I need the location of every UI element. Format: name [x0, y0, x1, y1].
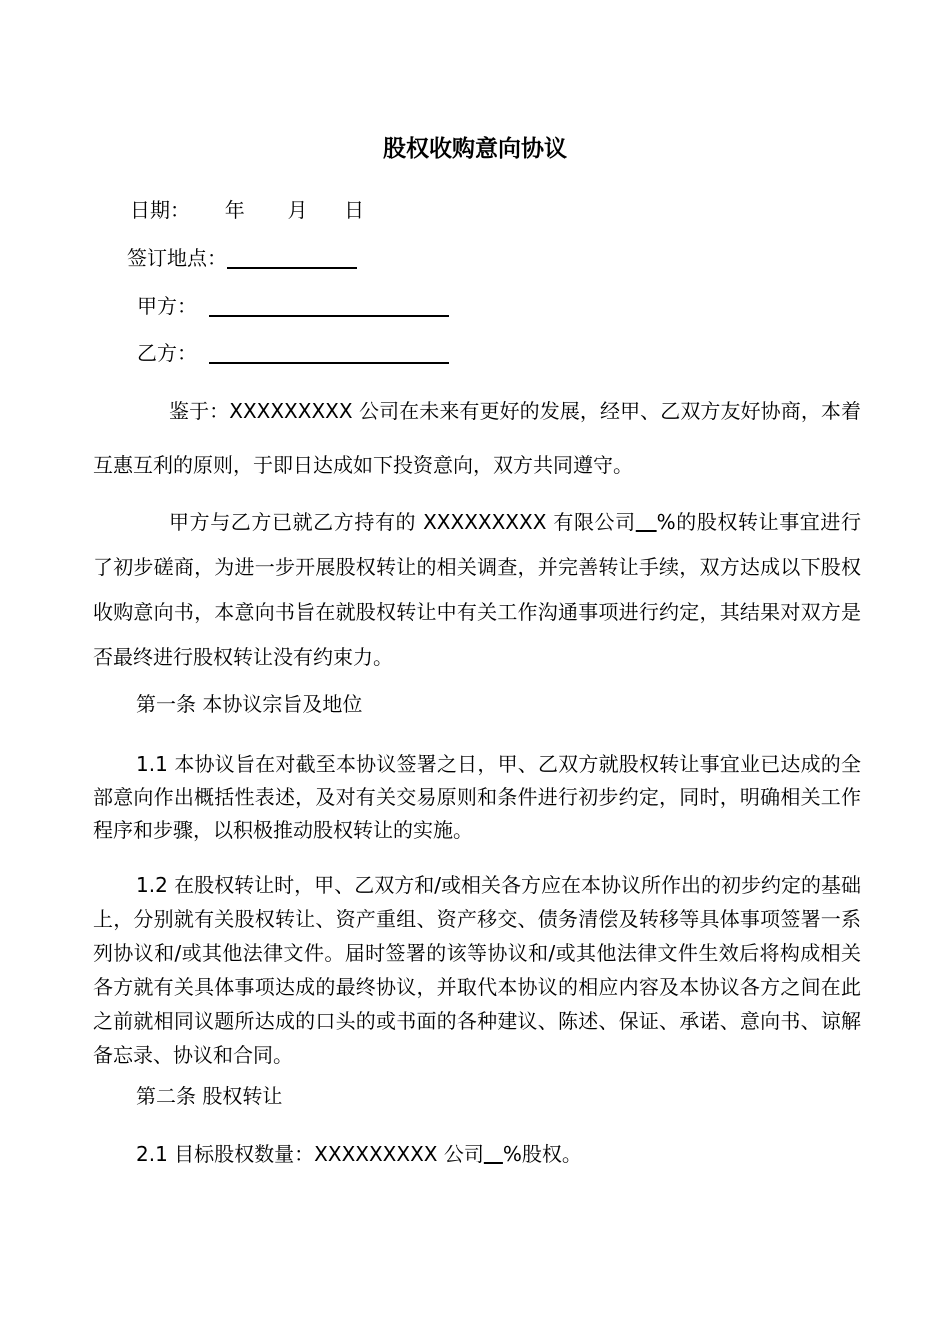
party-a-blank: [209, 295, 449, 317]
date-month: 月: [287, 198, 308, 222]
party-a-label: 甲方：: [137, 294, 197, 318]
article-1-heading: 第一条 本协议宗旨及地位: [136, 692, 363, 716]
date-line: [130, 196, 364, 224]
clause-1-1: 1.1 本协议旨在对截至本协议签署之日，甲、乙双方就股权转让事宜业已达成的全部意向作出概括性表述，及对有关交易原则和条件进行初步约定，同时，明确相关工作程序和步骤，以积极推动股权转让的实施。: [93, 752, 861, 842]
date-label: 日期：: [130, 198, 190, 222]
article-2-heading: 第二条 股权转让: [136, 1084, 283, 1108]
signing-place-blank: [227, 247, 357, 269]
clause-2-1: [136, 1140, 582, 1168]
intro-paragraph: [93, 500, 861, 680]
clause-2-1-percent-blank: [484, 1142, 503, 1166]
intro-text-after: %的股权转让事宜进行了初步磋商，为进一步开展股权转让的相关调查，并完善转让手续，双方达成以下股权收购意向书，本意向书旨在就股权转让中有关工作沟通事项进行约定，其结果对双方是否最终进行股权转让没有约束力。: [93, 510, 861, 669]
signing-place-line: [127, 244, 357, 272]
party-b-blank: [209, 342, 449, 364]
date-day: 日: [344, 198, 365, 222]
party-a-line: [137, 292, 449, 320]
date-year: 年: [224, 198, 245, 222]
party-b-line: [137, 339, 449, 367]
intro-text-before: 甲方与乙方已就乙方持有的 XXXXXXXXX 有限公司: [169, 510, 636, 534]
recital-paragraph: 鉴于：XXXXXXXXX 公司在未来有更好的发展，经甲、乙双方友好协商，本着互惠互利的原则，于即日达成如下投资意向，双方共同遵守。: [93, 399, 861, 477]
document-title: 股权收购意向协议: [383, 136, 567, 162]
clause-1-2: 1.2 在股权转让时，甲、乙双方和/或相关各方应在本协议所作出的初步约定的基础上，分别就有关股权转让、资产重组、资产移交、债务清偿及转移等具体事项签署一系列协议和/或其他法律文件。届时签署的该等协议和/或其他法律文件生效后将构成相关各方就有关具体事项达成的最终协议，并取代本协议的相应内容及本协议各方之间在此之前就相同议题所达成的口头的或书面的各种建议、陈述、保证、承诺、意向书、谅解备忘录、协议和合同。: [93, 873, 861, 1067]
signing-place-label: 签订地点：: [127, 246, 227, 270]
clause-2-1-text-after: %股权。: [502, 1142, 582, 1166]
clause-2-1-text-before: 2.1 目标股权数量：XXXXXXXXX 公司: [136, 1142, 484, 1166]
intro-percent-blank: [636, 510, 657, 534]
party-b-label: 乙方：: [137, 341, 197, 365]
